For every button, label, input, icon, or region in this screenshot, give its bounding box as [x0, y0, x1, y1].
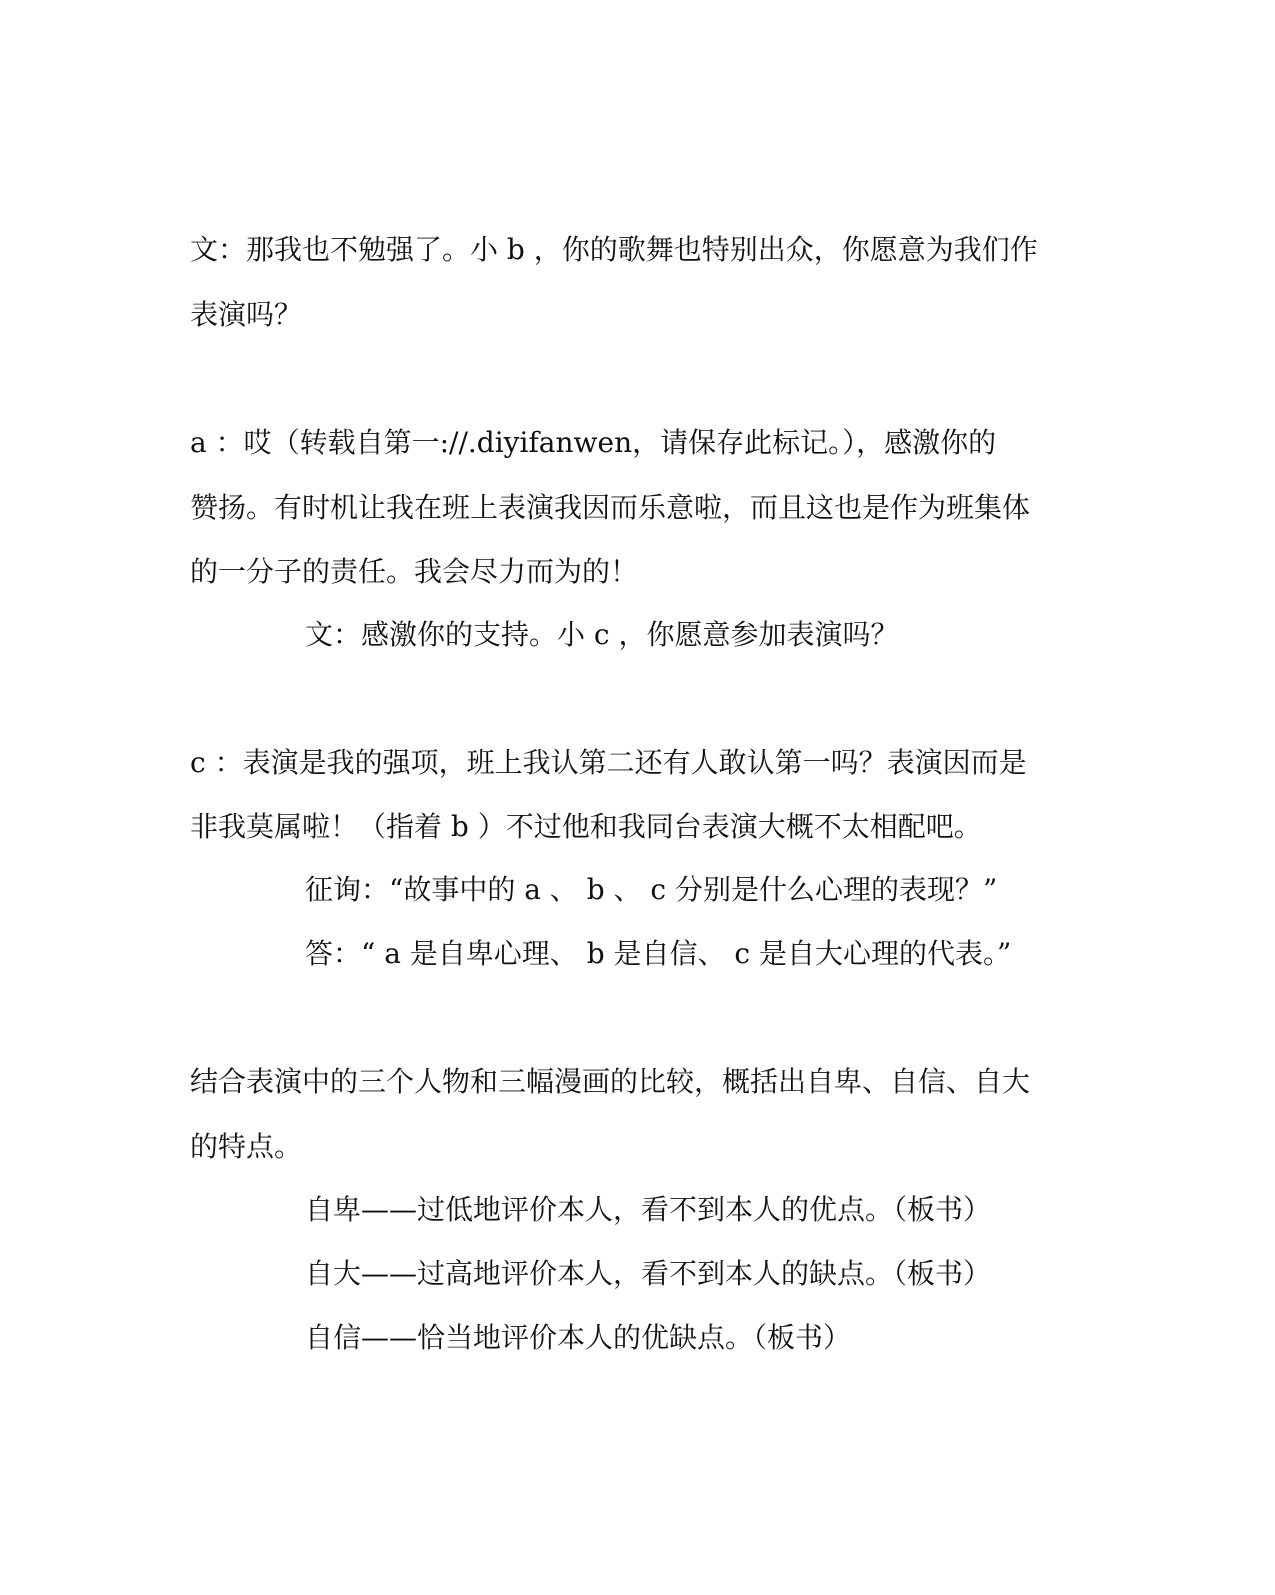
text-line: 答：“ a 是自卑心理、 b 是自信、 c 是自大心理的代表。”	[305, 937, 1012, 970]
text-line: 文：那我也不勉强了。小 b ，你的歌舞也特别出众，你愿意为我们作	[190, 233, 1038, 266]
text-line: 自大——过高地评价本人，看不到本人的缺点。（板书）	[305, 1257, 992, 1290]
text-line: 的特点。	[190, 1130, 303, 1163]
text-line: c ：表演是我的强项，班上我认第二还有人敢认第一吗？表演因而是	[190, 746, 1027, 779]
text-line: 赞扬。有时机让我在班上表演我因而乐意啦，而且这也是作为班集体	[190, 491, 1031, 524]
text-line: a ：哎（转载自第一://.diyifanwen，请保存此标记。），感激你的	[190, 426, 997, 459]
text-line: 非我莫属啦！（指着 b ）不过他和我同台表演大概不太相配吧。	[190, 810, 982, 843]
text-line: 自信——恰当地评价本人的优缺点。（板书）	[305, 1321, 852, 1354]
text-line: 表演吗？	[190, 298, 303, 331]
text-line: 征询：“故事中的 a 、 b 、 c 分别是什么心理的表现？”	[305, 873, 998, 906]
text-line: 的一分子的责任。我会尽力而为的！	[190, 555, 639, 588]
text-line: 结合表演中的三个人物和三幅漫画的比较，概括出自卑、自信、自大	[190, 1065, 1031, 1098]
text-line: 文：感激你的支持。小 c ，你愿意参加表演吗？	[305, 618, 899, 651]
text-line: 自卑——过低地评价本人，看不到本人的优点。（板书）	[305, 1193, 992, 1226]
